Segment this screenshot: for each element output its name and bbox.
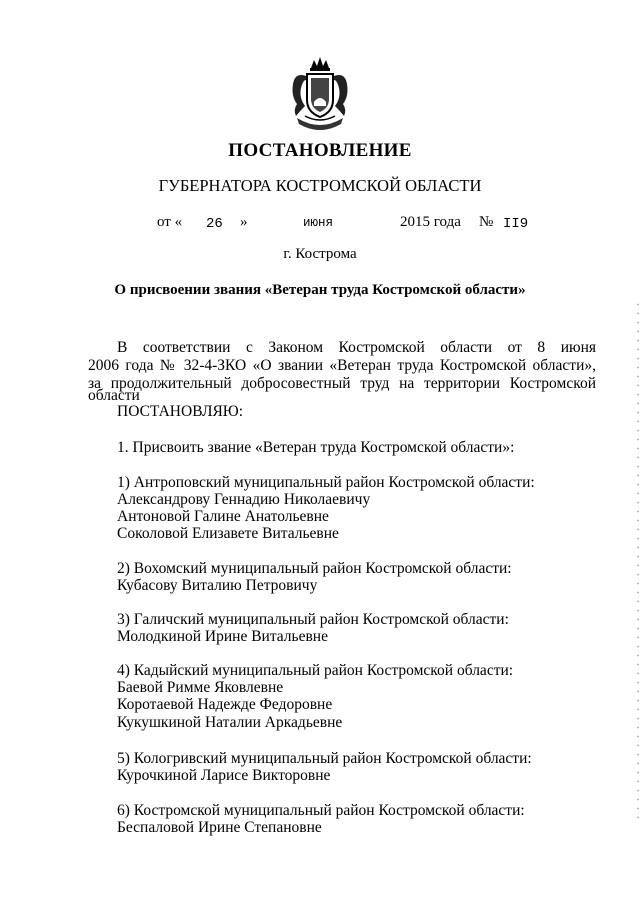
district-name: 5) Кологривский муниципальный район Костромской области:	[117, 750, 532, 767]
date-day: 26	[206, 216, 223, 232]
coat-of-arms-emblem	[287, 54, 353, 136]
person-name: Коротаевой Надежде Федоровне	[117, 696, 333, 713]
preamble-line: 2006 года № 32-4-ЗКО «О звании «Ветеран труда Костромской области»,	[88, 357, 596, 374]
person-name: Антоновой Галине Анатольевне	[117, 508, 329, 525]
district-name: 2) Вохомский муниципальный район Костромской области:	[117, 560, 512, 577]
resolve-word: ПОСТАНОВЛЯЮ:	[117, 403, 244, 420]
district-name: 3) Галичский муниципальный район Костромской области:	[117, 611, 509, 628]
person-name: Беспаловой Ирине Степановне	[117, 819, 322, 836]
date-prefix: от «	[157, 214, 183, 230]
person-name: Баевой Римме Яковлевне	[117, 679, 284, 696]
document-number: II9	[503, 216, 529, 232]
person-name: Александрову Геннадию Николаевичу	[117, 491, 371, 508]
preamble-line: за продолжительный добросовестный труд на территории Костромской	[88, 375, 596, 392]
person-name: Кукушкиной Наталии Аркадьевне	[117, 714, 343, 731]
person-name: Кубасову Виталию Петровичу	[117, 577, 318, 594]
date-month: июня	[303, 216, 334, 230]
number-sign: №	[479, 214, 494, 230]
person-name: Курочкиной Ларисе Викторовне	[117, 767, 331, 784]
document-heading: О присвоении звания «Ветеран труда Костромской области»	[114, 282, 526, 298]
date-year: 2015 года	[400, 214, 461, 230]
preamble-line: В соответствии с Законом Костромской области от 8 июня	[117, 339, 596, 356]
city: г. Кострома	[283, 246, 357, 262]
document-title: ПОСТАНОВЛЕНИЕ	[228, 140, 412, 161]
document-subtitle: ГУБЕРНАТОРА КОСТРОМСКОЙ ОБЛАСТИ	[158, 176, 482, 195]
date-quote-close: »	[240, 214, 248, 230]
district-name: 4) Кадыйский муниципальный район Костромской области:	[117, 662, 514, 679]
scan-edge-dots	[636, 300, 640, 820]
clause-1: 1. Присвоить звание «Ветеран труда Костромской области»:	[117, 439, 515, 456]
person-name: Соколовой Елизавете Витальевне	[117, 525, 339, 542]
person-name: Молодкиной Ирине Витальевне	[117, 628, 328, 645]
district-name: 6) Костромской муниципальный район Костромской области:	[117, 802, 525, 819]
preamble-line: области	[88, 387, 140, 404]
district-name: 1) Антроповский муниципальный район Костромской области:	[117, 474, 535, 491]
